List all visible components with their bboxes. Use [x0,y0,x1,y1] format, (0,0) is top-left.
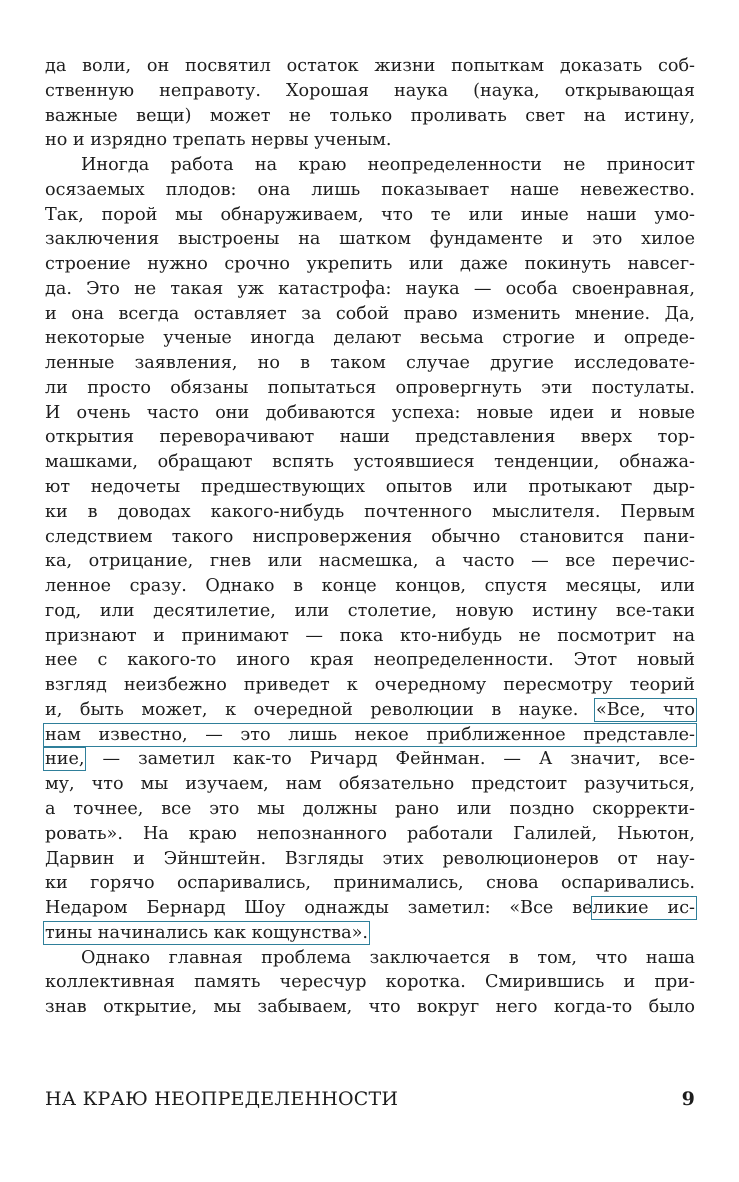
text-run: и, быть может, к очередной революции в науке. [45,699,596,720]
paragraph [45,153,695,946]
text-line: И очень часто они добиваются успеха: новые идеи и новые [45,402,695,423]
text-line [45,723,695,748]
text-line: ки в доводах какого-нибудь почтенного мыслителя. Первым [45,501,695,522]
text-run: — заметил как-то Ричард Фейнман. — А значит, все- [84,749,695,770]
text-line [45,921,695,946]
text-line: Дарвин и Эйнштейн. Взгляды этих революционеров от нау- [45,848,695,869]
text-line: строение нужно срочно укрепить или даже покинуть навсег- [45,254,695,275]
text-line: да. Это не такая уж катастрофа: наука — особа своенравная, [45,278,695,299]
text-line: машками, обращают вспять устоявшиеся тенденции, обнажа- [45,452,695,473]
shaw-quote-highlight[interactable]: тины начинались как кощунства». [45,922,368,943]
feynman-quote-highlight[interactable]: ние, [45,749,85,770]
text-line: осязаемых плодов: она лишь показывает наше невежество. [45,179,695,200]
text-line: знав открытие, мы забываем, что вокруг него когда-то было [45,997,695,1018]
text-line: Иногда работа на краю неопределенности не приносит [81,155,695,176]
text-line: ственную неправоту. Хорошая наука (наука, открывающая [45,80,695,101]
text-line: признают и принимают — пока кто-нибудь не посмотрит на [45,625,695,646]
text-line [45,698,695,723]
text-line: некоторые ученые иногда делают весьма строгие и опреде- [45,328,695,349]
text-line: ка, отрицание, гнев или насмешка, а часто — все перечис- [45,551,695,572]
text-line: му, что мы изучаем, нам обязательно предстоит разучиться, [45,774,695,795]
text-line: ли просто обязаны попытаться опровергнуть эти постулаты. [45,377,695,398]
text-line: важные вещи) может не только проливать свет на истину, [45,105,695,126]
text-line: взгляд неизбежно приведет к очередному пересмотру теорий [45,675,695,696]
text-line [45,747,695,772]
text-line: ленное сразу. Однако в конце концов, спустя месяцы, или [45,576,695,597]
feynman-quote-highlight[interactable]: «Все, что [595,699,695,720]
text-line: нее с какого-то иного края неопределенности. Этот новый [45,650,695,671]
text-line: и она всегда оставляет за собой право изменить мнение. Да, [45,303,695,324]
text-line: следствием такого ниспровержения обычно становится пани- [45,526,695,547]
page-number: 9 [681,1088,695,1110]
text-line: да воли, он посвятил остаток жизни попыткам доказать соб- [45,56,695,76]
text-line: ют недочеты предшествующих опытов или протыкают дыр- [45,477,695,498]
text-line: но и изрядно трепать нервы ученым. [45,130,392,151]
paragraph [45,54,695,153]
running-title: НА КРАЮ НЕОПРЕДЕЛЕННОСТИ [45,1088,399,1110]
text-line: год, или десятилетие, или столетие, новую истину все-таки [45,600,695,621]
shaw-quote-highlight[interactable]: ликие ис- [592,898,695,919]
text-line: ровать». На краю непознанного работали Галилей, Ньютон, [45,823,695,844]
text-line: Так, порой мы обнаруживаем, что те или иные наши умо- [45,204,695,225]
text-line: коллективная память чересчур коротка. Смирившись и при- [45,972,695,993]
text-line: ленные заявления, но в таком случае другие исследовате- [45,353,695,374]
text-line: ки горячо оспаривались, принимались, снова оспаривались. [45,873,695,894]
text-line: а точнее, все это мы должны рано или поздно скорректи- [45,798,695,819]
paragraph [45,946,695,1020]
feynman-quote-highlight[interactable]: нам известно, — это лишь некое приближенное представле- [45,724,695,745]
text-line: заключения выстроены на шатком фундаменте и это хилое [45,229,695,250]
text-line [45,896,695,921]
text-run: Недаром Бернард Шоу однажды заметил: «Все ве [45,898,593,919]
text-line: открытия переворачивают наши представления вверх тор- [45,427,695,448]
text-line: Однако главная проблема заключается в том, что наша [81,947,695,968]
page-body [45,54,695,1020]
